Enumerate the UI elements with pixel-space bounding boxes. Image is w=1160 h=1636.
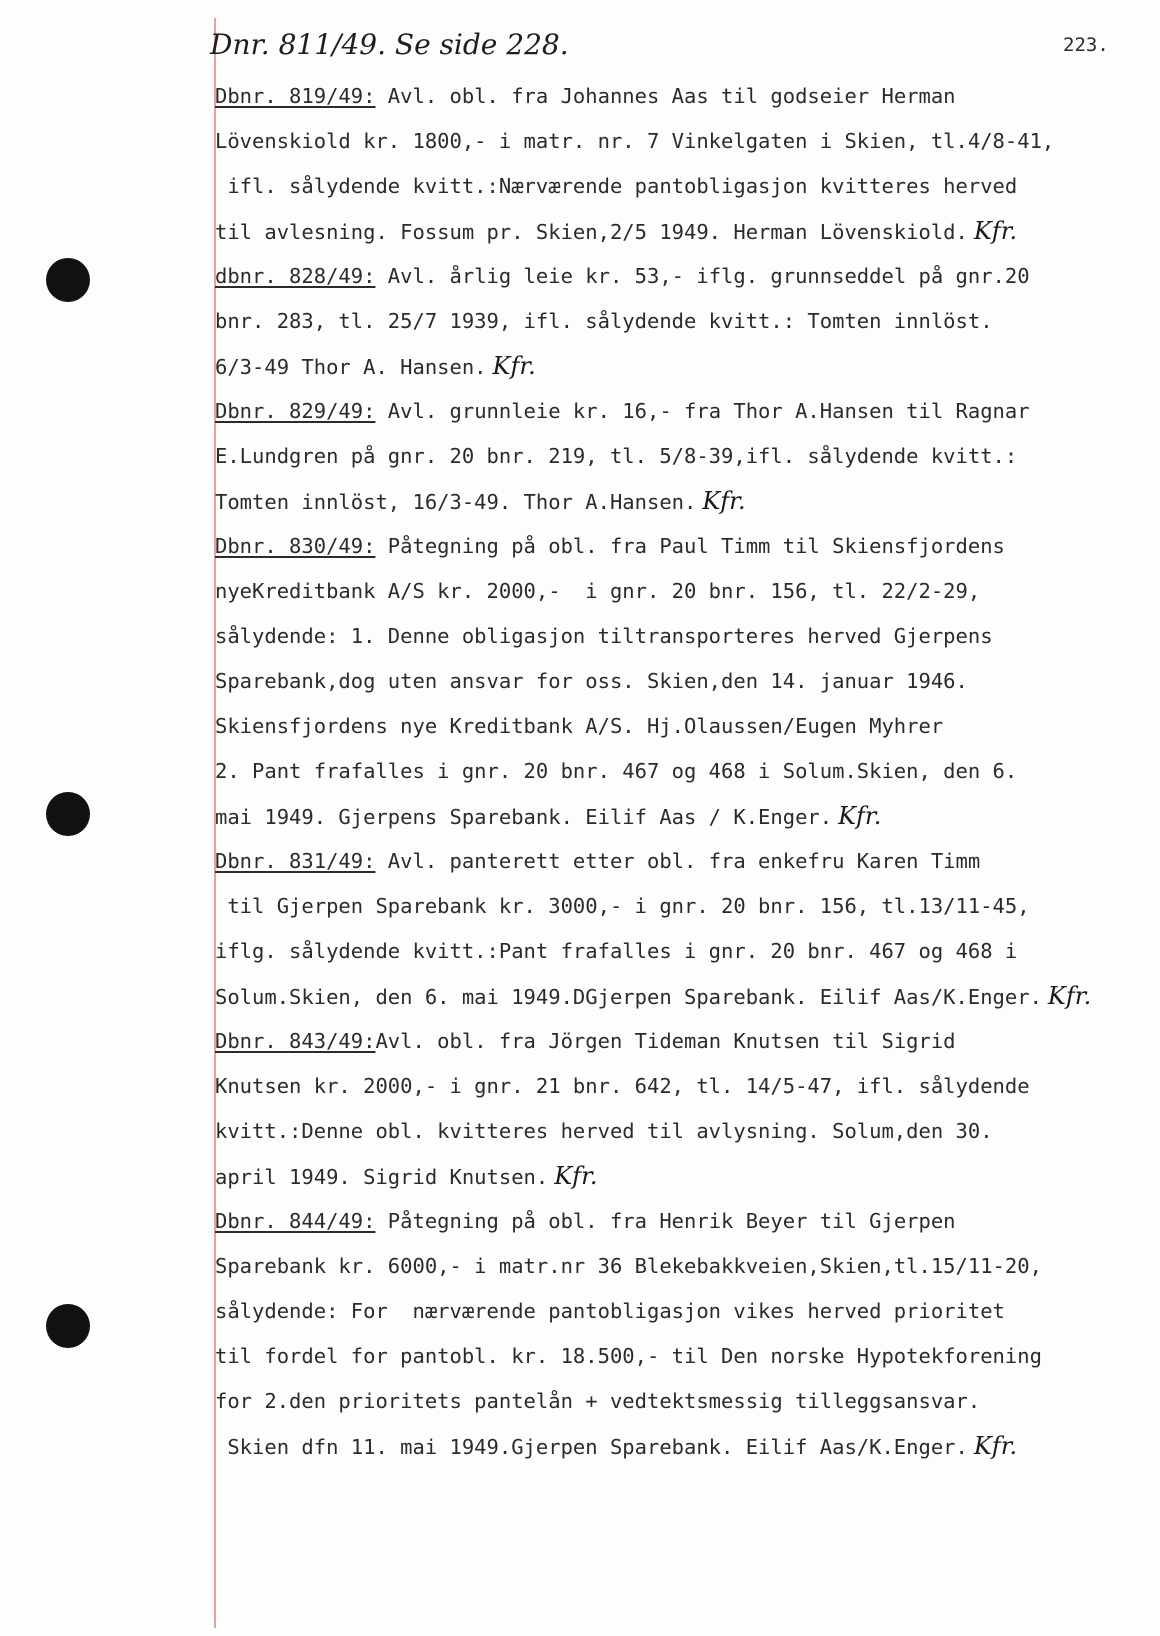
text-line bbox=[215, 119, 1120, 164]
text-line bbox=[215, 1334, 1120, 1379]
text-line bbox=[215, 209, 1120, 254]
line-text: 6/3-49 Thor A. Hansen. bbox=[215, 355, 487, 379]
line-text: Påtegning på obl. fra Henrik Beyer til Gjerpen bbox=[375, 1209, 956, 1233]
text-line bbox=[215, 434, 1120, 479]
line-text: Skiensfjordens nye Kreditbank A/S. Hj.Olaussen/Eugen Myhrer bbox=[215, 714, 944, 738]
text-line bbox=[215, 1244, 1120, 1289]
line-text: til fordel for pantobl. kr. 18.500,- til Den norske Hypotekforening bbox=[215, 1344, 1042, 1368]
line-text: E.Lundgren på gnr. 20 bnr. 219, tl. 5/8-39,ifl. sålydende kvitt.: bbox=[215, 444, 1018, 468]
line-text: Avl. årlig leie kr. 53,- iflg. grunnseddel på gnr.20 bbox=[375, 264, 1030, 288]
text-line bbox=[215, 479, 1120, 524]
text-line bbox=[215, 974, 1120, 1019]
handwritten-initials: Kfr. bbox=[973, 1432, 1018, 1460]
text-line bbox=[215, 74, 1120, 119]
punch-hole bbox=[46, 792, 90, 836]
entry-reference: Dbnr. 843/49: bbox=[215, 1029, 376, 1053]
text-line bbox=[215, 794, 1120, 839]
handwritten-initials: Kfr. bbox=[554, 1162, 598, 1190]
text-line bbox=[215, 614, 1120, 659]
line-text: Solum.Skien, den 6. mai 1949.DGjerpen Sparebank. Eilif Aas/K.Enger. bbox=[215, 985, 1042, 1009]
text-line bbox=[215, 1199, 1120, 1244]
handwritten-initials: Kfr. bbox=[702, 487, 746, 515]
page-number: 223. bbox=[1063, 34, 1109, 56]
line-text: mai 1949. Gjerpens Sparebank. Eilif Aas / K.Enger. bbox=[215, 805, 833, 829]
line-text: Avl. obl. fra Johannes Aas til godseier Herman bbox=[375, 84, 956, 108]
line-text: Avl. obl. fra Jörgen Tideman Knutsen til Sigrid bbox=[375, 1029, 956, 1053]
entry-reference: Dbnr. 831/49: bbox=[215, 849, 376, 873]
handwritten-initials: Kfr. bbox=[1047, 982, 1092, 1010]
handwritten-initials: Kfr. bbox=[973, 217, 1018, 245]
text-line bbox=[215, 1019, 1120, 1064]
line-text: april 1949. Sigrid Knutsen. bbox=[215, 1165, 549, 1189]
text-line bbox=[215, 839, 1120, 884]
text-line bbox=[215, 1064, 1120, 1109]
line-text: sålydende: 1. Denne obligasjon tiltransporteres herved Gjerpens bbox=[215, 624, 993, 648]
text-line bbox=[215, 164, 1120, 209]
line-text: Knutsen kr. 2000,- i gnr. 21 bnr. 642, tl. 14/5-47, ifl. sålydende bbox=[215, 1074, 1030, 1098]
text-line bbox=[215, 524, 1120, 569]
text-line bbox=[215, 1424, 1120, 1469]
line-text: Sparebank,dog uten ansvar for oss. Skien,den 14. januar 1946. bbox=[215, 669, 968, 693]
entry-reference: Dbnr. 844/49: bbox=[215, 1209, 376, 1233]
text-line bbox=[215, 1154, 1120, 1199]
line-text: til Gjerpen Sparebank kr. 3000,- i gnr. 20 bnr. 156, tl.13/11-45, bbox=[215, 894, 1030, 918]
line-text: bnr. 283, tl. 25/7 1939, ifl. sålydende kvitt.: Tomten innlöst. bbox=[215, 309, 993, 333]
text-line bbox=[215, 1289, 1120, 1334]
entry-reference: Dbnr. 819/49: bbox=[215, 84, 376, 108]
line-text: iflg. sålydende kvitt.:Pant frafalles i gnr. 20 bnr. 467 og 468 i bbox=[215, 939, 1018, 963]
line-text: Tomten innlöst, 16/3-49. Thor A.Hansen. bbox=[215, 490, 697, 514]
text-line bbox=[215, 344, 1120, 389]
line-text: nyeKreditbank A/S kr. 2000,- i gnr. 20 bnr. 156, tl. 22/2-29, bbox=[215, 579, 981, 603]
line-text: for 2.den prioritets pantelån + vedtektsmessig tilleggsansvar. bbox=[215, 1389, 981, 1413]
text-line bbox=[215, 884, 1120, 929]
line-text: sålydende: For nærværende pantobligasjon vikes herved prioritet bbox=[215, 1299, 1005, 1323]
line-text: til avlesning. Fossum pr. Skien,2/5 1949. Herman Lövenskiold. bbox=[215, 220, 968, 244]
record-entries bbox=[215, 74, 1120, 1469]
text-line bbox=[215, 1379, 1120, 1424]
text-line bbox=[215, 1109, 1120, 1154]
punch-hole bbox=[46, 1304, 90, 1348]
punch-hole bbox=[46, 258, 90, 302]
text-line bbox=[215, 569, 1120, 614]
handwritten-header-note: Dnr. 811/49. Se side 228. bbox=[210, 28, 569, 61]
text-line bbox=[215, 929, 1120, 974]
line-text: Avl. grunnleie kr. 16,- fra Thor A.Hansen til Ragnar bbox=[375, 399, 1030, 423]
line-text: Påtegning på obl. fra Paul Timm til Skiensfjordens bbox=[375, 534, 1005, 558]
text-line bbox=[215, 299, 1120, 344]
handwritten-initials: Kfr. bbox=[838, 802, 882, 830]
line-text: Sparebank kr. 6000,- i matr.nr 36 Blekebakkveien,Skien,tl.15/11-20, bbox=[215, 1254, 1042, 1278]
text-line bbox=[215, 659, 1120, 704]
line-text: Avl. panterett etter obl. fra enkefru Karen Timm bbox=[375, 849, 981, 873]
entry-reference: Dbnr. 829/49: bbox=[215, 399, 376, 423]
entry-reference: dbnr. 828/49: bbox=[215, 264, 376, 288]
line-text: ifl. sålydende kvitt.:Nærværende pantobligasjon kvitteres herved bbox=[215, 174, 1018, 198]
line-text: Skien dfn 11. mai 1949.Gjerpen Sparebank. Eilif Aas/K.Enger. bbox=[215, 1435, 968, 1459]
text-line bbox=[215, 389, 1120, 434]
text-line bbox=[215, 254, 1120, 299]
line-text: kvitt.:Denne obl. kvitteres herved til avlysning. Solum,den 30. bbox=[215, 1119, 993, 1143]
entry-reference: Dbnr. 830/49: bbox=[215, 534, 376, 558]
handwritten-initials: Kfr. bbox=[492, 352, 536, 380]
line-text: Lövenskiold kr. 1800,- i matr. nr. 7 Vinkelgaten i Skien, tl.4/8-41, bbox=[215, 129, 1055, 153]
text-line bbox=[215, 749, 1120, 794]
line-text: 2. Pant frafalles i gnr. 20 bnr. 467 og 468 i Solum.Skien, den 6. bbox=[215, 759, 1018, 783]
text-line bbox=[215, 704, 1120, 749]
